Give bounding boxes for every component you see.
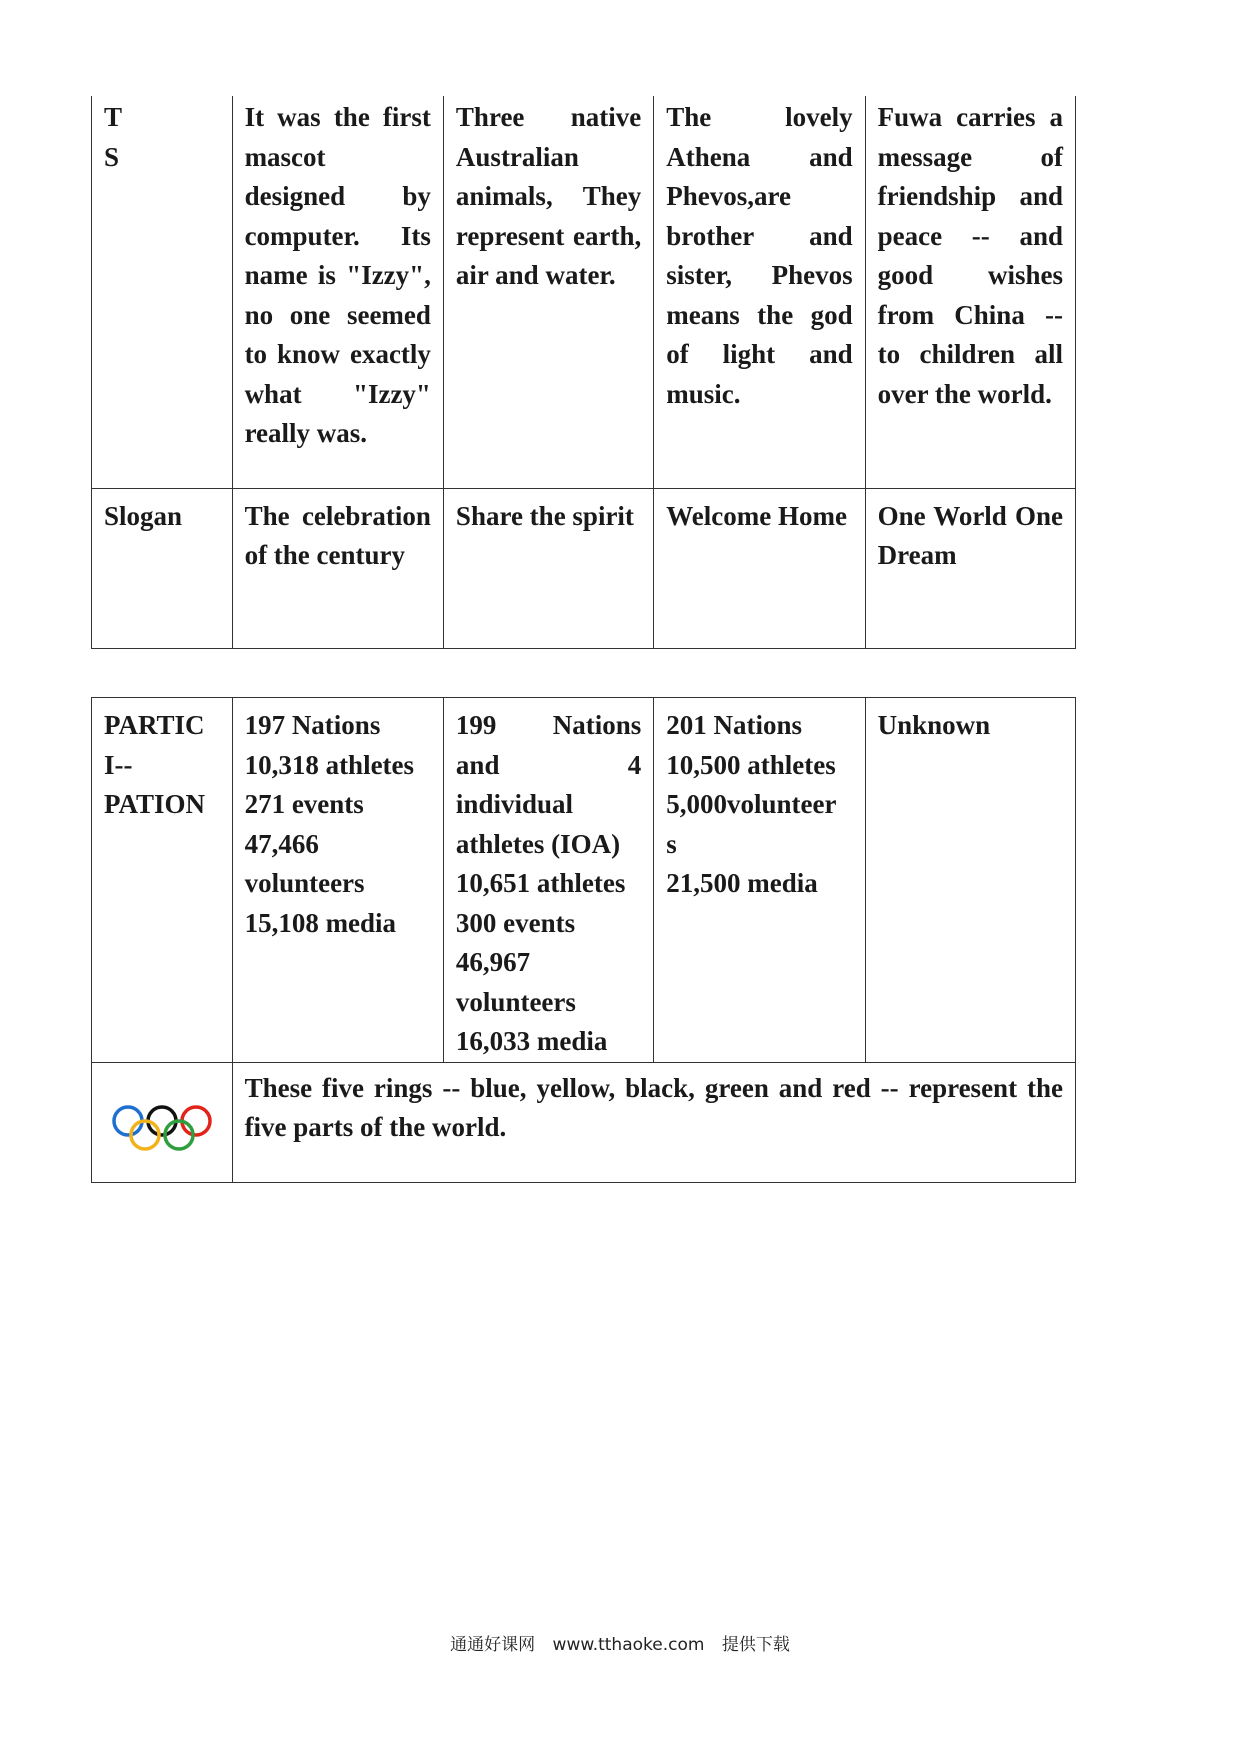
footer-suffix: 提供下载 xyxy=(721,1635,790,1655)
participation-row xyxy=(92,698,1076,1063)
participation-cell-4: Unknown xyxy=(865,698,1075,1063)
olympics-comparison-table-bottom xyxy=(91,697,1076,1183)
mascot-cell-2: Three native Australian animals, They represent earth, air and water. xyxy=(443,96,653,488)
page-footer xyxy=(0,1630,1240,1655)
row-header-mascots: T S xyxy=(92,96,233,488)
participation-cell-2-text: 199 Nations and 4 individual athletes (IOA) 10,651 athletes 300 events 46,967 volunteers 16,033 media xyxy=(455,710,642,1056)
row-header-slogan: Slogan xyxy=(92,488,233,648)
olympics-comparison-table-top xyxy=(91,96,1076,649)
slogan-cell-3: Welcome Home xyxy=(654,488,865,648)
slogan-cell-4: One World One Dream xyxy=(865,488,1075,648)
slogan-cell-1: The celebration of the century xyxy=(232,488,443,648)
mascot-cell-1: It was the first mascot designed by computer. Its name is "Izzy", no one seemed to know exactly what "Izzy" really was. xyxy=(232,96,443,488)
mascot-cell-3: The lovely Athena and Phevos,are brother and sister, Phevos means the god of light and music. xyxy=(654,96,865,488)
mascots-row xyxy=(92,96,1076,488)
participation-cell-2 xyxy=(443,698,653,1063)
slogan-cell-2: Share the spirit xyxy=(443,488,653,648)
rings-row xyxy=(92,1062,1076,1182)
olympic-rings-cell xyxy=(92,1062,233,1182)
participation-cell-3: 201 Nations 10,500 athletes 5,000volunteer s 21,500 media xyxy=(654,698,865,1063)
mascot-cell-4: Fuwa carries a message of friendship and peace -- and good wishes from China -- to children all over the world. xyxy=(865,96,1075,488)
participation-cell-1: 197 Nations 10,318 athletes 271 events 47,466 volunteers 15,108 media xyxy=(232,698,443,1063)
row-header-participation: PARTIC I-- PATION xyxy=(92,698,233,1063)
slogan-row xyxy=(92,488,1076,648)
footer-site-name: 通通好课网 xyxy=(450,1635,536,1655)
rings-description: These five rings -- blue, yellow, black, green and red -- represent the five parts of the world. xyxy=(232,1062,1075,1182)
olympic-rings-icon xyxy=(110,1104,214,1154)
footer-url[interactable]: www.tthaoke.com xyxy=(552,1635,705,1655)
